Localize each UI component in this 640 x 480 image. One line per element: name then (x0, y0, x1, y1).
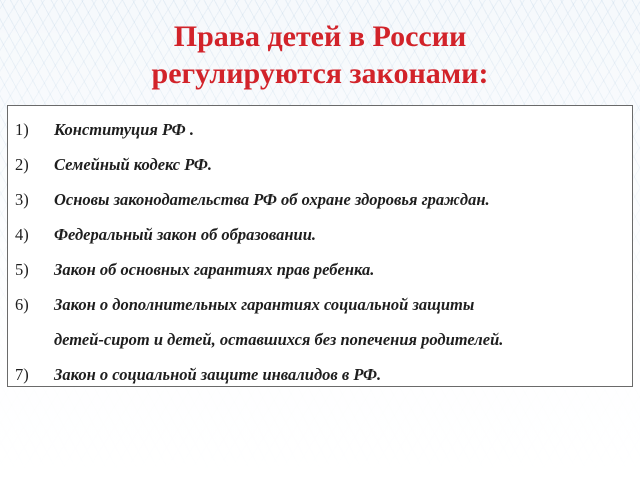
law-item (15, 147, 626, 182)
law-text: Федеральный закон об образовании. (54, 225, 317, 244)
law-number: 2) (15, 155, 29, 174)
law-number: 6) (15, 295, 29, 314)
slide-title (0, 18, 640, 92)
title-line-1: Права детей в России (173, 20, 467, 53)
law-item (15, 252, 626, 287)
law-number: 5) (15, 260, 29, 279)
law-number: 7) (15, 365, 29, 384)
law-text: Основы законодательства РФ об охране здоровья граждан. (54, 190, 490, 209)
law-item (15, 287, 626, 357)
law-item (15, 112, 626, 147)
laws-list (15, 112, 626, 392)
law-number: 3) (15, 190, 29, 209)
laws-box (7, 105, 633, 387)
law-item (15, 357, 626, 392)
law-number: 4) (15, 225, 29, 244)
law-text: Конституция РФ . (54, 120, 194, 139)
law-text-line-2: детей-сирот и детей, оставшихся без попечения родителей. (54, 330, 504, 349)
law-text: Закон о социальной защите инвалидов в РФ. (54, 365, 382, 384)
law-item (15, 217, 626, 252)
law-number: 1) (15, 120, 29, 139)
law-item (15, 182, 626, 217)
law-text: Семейный кодекс РФ. (54, 155, 212, 174)
law-text: Закон об основных гарантиях прав ребенка. (54, 260, 375, 279)
title-line-2: регулируются законами: (151, 57, 489, 90)
law-text-line-1: Закон о дополнительных гарантиях социальной защиты (54, 295, 475, 314)
